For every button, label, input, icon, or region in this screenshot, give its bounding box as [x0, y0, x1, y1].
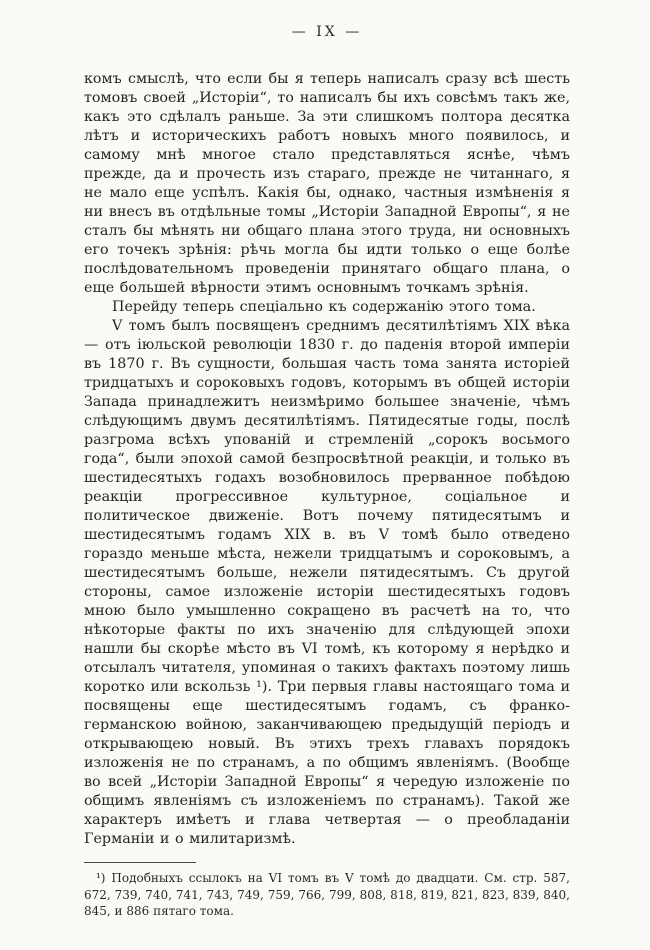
page-number: — IX — [291, 24, 363, 40]
paragraph: Перейду теперь спеціально къ содержанію этого тома. [112, 299, 536, 315]
footnote-text: ¹) Подобныхъ ссылокъ на VI томъ въ V томѣ до двадцати. См. стр. 587, 672, 739, 740, 741, 743, 749, 759, 766, 799, 808, 818, 819, 821, 823, 839, 840, 845, и 886 пятаго тома. [84, 871, 570, 918]
paragraph: V томъ былъ посвященъ среднимъ десятилѣтіямъ XIX вѣка — отъ іюльской революціи 1830 г. до паденія второй имперіи въ 1870 г. Въ сущности, большая часть тома занята исторіей тридцатыхъ и сороковыхъ годовъ, которымъ въ общей исторіи Запада принадлежитъ неизмѣримо большее значеніе, чѣмъ слѣдующимъ двумъ десятилѣтіямъ. Пятидесятые годы, послѣ разгрома всѣхъ упованій и стремленій „сорокъ восьмого года“, были эпохой самой безпросвѣтной реакціи, и только въ шестидесятыхъ годахъ возобновилось прерванное побѣдою реакціи прогрессивное культурное, соціальное и политическое движеніе. Вотъ почему пятидесятымъ и шестидесятымъ годамъ XIX в. въ V томѣ было отведено гораздо меньше мѣста, нежели тридцатымъ и сороковымъ, а шестидесятымъ больше, нежели пятидесятымъ. Съ другой стороны, самое изложеніе исторіи шестидесятыхъ годовъ мною было умышленно сокращено въ расчетѣ на то, что нѣкоторые факты по ихъ значенію для слѣдующей эпохи нашли бы скорѣе мѣсто въ VI томѣ, къ которому я нерѣдко и отсылалъ читателя, упоминая о такихъ фактахъ поэтому лишь коротко или вскользь ¹). Три первыя главы настоящаго тома и посвящены еще шестидесятымъ годамъ, съ франко-германскою войною, заканчивающею предыдущій періодъ и открывающею новый. Въ этихъ трехъ главахъ порядокъ изложенія не по странамъ, а по общимъ явленіямъ. (Вообще во всей „Исторіи Западной Европы“ я чередую изложеніе по общимъ явленіямъ съ изложеніемъ по странамъ). Такой же характеръ имѣетъ и глава четвертая — о преобладаніи Германіи и о милитаризмѣ. [84, 318, 570, 847]
page-body [84, 70, 570, 849]
footnote-divider [84, 862, 196, 863]
paragraph: комъ смыслѣ, что если бы я теперь написалъ сразу всѣ шесть томовъ своей „Исторіи“, то написалъ бы ихъ совсѣмъ такъ же, какъ это сдѣлалъ раньше. За эти слишкомъ полтора десятка лѣтъ и историческихъ работъ новыхъ много появилось, и самому мнѣ многое стало представляться яснѣе, чѣмъ прежде, да и прочесть изъ стараго, прежде не читаннаго, я не мало еще успѣлъ. Какія бы, однако, частныя измѣненія я ни внесъ въ отдѣльные томы „Исторіи Западной Европы“, я не сталъ бы мѣнять ни общаго плана этого труда, ни основныхъ его точекъ зрѣнія: рѣчь могла бы идти только о еще болѣе послѣдовательномъ проведеніи принятаго общаго плана, о еще большей вѣрности этимъ основнымъ точкамъ зрѣнія. [84, 71, 570, 296]
